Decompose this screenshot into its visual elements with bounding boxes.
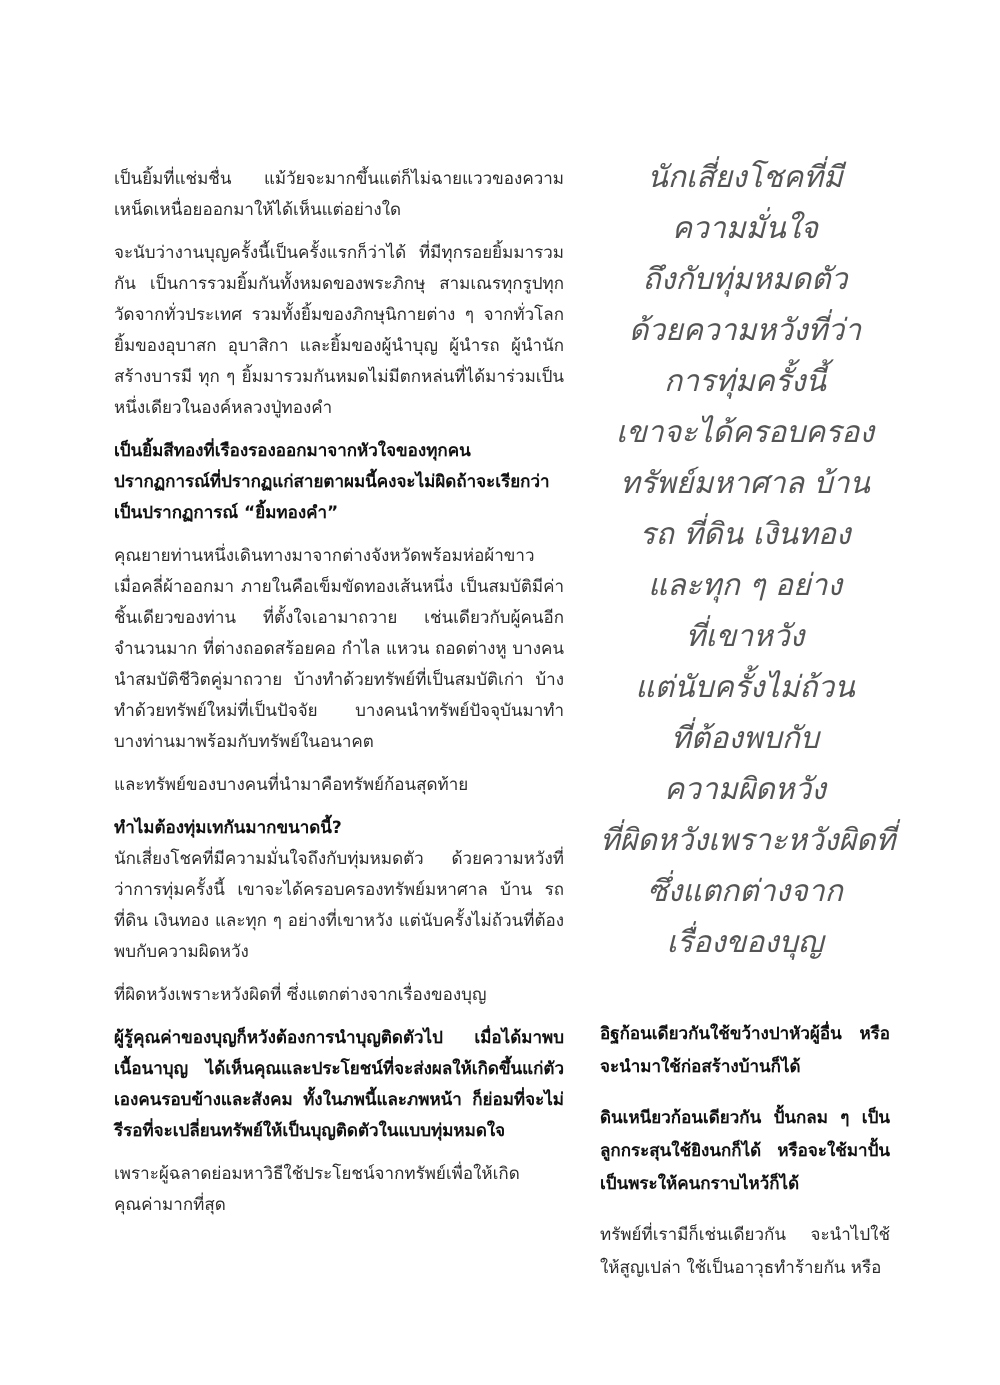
pull-quote-line: ที่เขาหวัง: [685, 619, 805, 654]
body-paragraph: เป็นยิ้มที่แช่มชื่น แม้วัยจะมากขึ้นแต่ก็ไม่ฉายแววของความเหน็ดเหนื่อยออกมาให้ได้เห็นแต่อย่างใด: [114, 169, 564, 220]
pull-quote-line: ที่ต้องพบกับ: [671, 721, 819, 756]
section-heading: ทำไมต้องทุ่มเทกันมากขนาดนี้?: [114, 818, 342, 838]
pull-quote-line: ด้วยความหวังที่ว่า: [628, 313, 862, 348]
pull-quote-line: เรื่องของบุญ: [666, 925, 824, 960]
body-paragraph: ทรัพย์ที่เรามีก็เช่นเดียวกัน จะนำไปใช้ให้สูญเปล่า ใช้เป็นอาวุธทำร้ายกัน หรือ: [600, 1225, 890, 1278]
body-paragraph: เพราะผู้ฉลาดย่อมหาวิธีใช้ประโยชน์จากทรัพย์เพื่อให้เกิดคุณค่ามากที่สุด: [114, 1164, 520, 1215]
pull-quote-line: ทรัพย์มหาศาล บ้าน: [620, 466, 870, 501]
bold-paragraph: ดินเหนียวก้อนเดียวกัน ปั้นกลม ๆ เป็นลูกกระสุนใช้ยิงนกก็ได้ หรือจะใช้มาปั้นเป็นพระให้คนกราบไหว้ก็ได้: [600, 1108, 890, 1194]
bold-paragraph: ผู้รู้คุณค่าของบุญก็หวังต้องการนำบุญติดตัวไป เมื่อได้มาพบเนื้อนาบุญ ได้เห็นคุณและประโยชน์ที่จะส่งผลให้เกิดขึ้นแก่ตัวเองคนรอบข้างและสังคม ทั้งในภพนี้และภพหน้า ก็ย่อมที่จะไม่รีรอที่จะเปลี่ยนทรัพย์ให้เป็นบุญติดตัวในแบบทุ่มหมดใจ: [114, 1028, 564, 1141]
pull-quote-line: และทุก ๆ อย่าง: [647, 568, 843, 603]
pull-quote-line: การทุ่มครั้งนี้: [663, 364, 826, 399]
pull-quote-line: แต่นับครั้งไม่ถ้วน: [635, 670, 855, 705]
pull-quote-line: ซึ่งแตกต่างจาก: [647, 874, 843, 909]
right-column-text: [600, 1018, 890, 1303]
pull-quote-line: รถ ที่ดิน เงินทอง: [639, 517, 851, 552]
body-paragraph: ที่ผิดหวังเพราะหวังผิดที่ ซึ่งแตกต่างจากเรื่องของบุญ: [114, 985, 487, 1005]
body-paragraph: คุณยายท่านหนึ่งเดินทางมาจากต่างจังหวัดพร้อมห่อผ้าขาว เมื่อคลี่ผ้าออกมา ภายในคือเข็มขัดทองเส้นหนึ่ง เป็นสมบัติมีค่าชิ้นเดียวของท่าน ที่ตั้งใจเอามาถวาย เช่นเดียวกับผู้คนอีกจำนวนมาก ที่ต่างถอดสร้อยคอ กำไล แหวน ถอดต่างหู บางคนนำสมบัติชีวิตคู่มาถวาย บ้างทำด้วยทรัพย์ที่เป็นสมบัติเก่า บ้างทำด้วยทรัพย์ใหม่ที่เป็นปัจจัย บางคนนำทรัพย์ปัจจุบันมาทำ บางท่านมาพร้อมกับทรัพย์ในอนาคต: [114, 546, 564, 752]
right-column: [600, 152, 896, 1278]
pull-quote-line: ถึงกับทุ่มหมดตัว: [642, 262, 848, 297]
pull-quote-line: ความผิดหวัง: [664, 772, 826, 807]
bold-paragraph: เป็นยิ้มสีทองที่เรืองรองออกมาจากหัวใจของทุกคน ปรากฏการณ์ที่ปรากฏแก่สายตาผมนี้คงจะไม่ผิดถ้าจะเรียกว่าเป็นปรากฏการณ์ “ยิ้มทองคำ”: [114, 441, 550, 523]
pull-quote-line: นักเสี่ยงโชคที่มี: [647, 160, 843, 195]
bold-paragraph: อิฐก้อนเดียวกันใช้ขว้างปาหัวผู้อื่น หรือจะนำมาใช้ก่อสร้างบ้านก็ได้: [600, 1024, 890, 1077]
left-column: [114, 164, 564, 1233]
pull-quote-line: เขาจะได้ครอบครอง: [616, 415, 874, 450]
pull-quote-line: ที่ผิดหวังเพราะหวังผิดที่: [600, 823, 896, 858]
body-paragraph: จะนับว่างานบุญครั้งนี้เป็นครั้งแรกก็ว่าได้ ที่มีทุกรอยยิ้มมารวมกัน เป็นการรวมยิ้มกันทั้งหมดของพระภิกษุ สามเณรทุกรูปทุกวัดจากทั่วประเทศ รวมทั้งยิ้มของภิกษุนิกายต่าง ๆ จากทั่วโลก ยิ้มของอุบาสก อุบาสิกา และยิ้มของผู้นำบุญ ผู้นำรถ ผู้นำนักสร้างบารมี ทุก ๆ ยิ้มมารวมกันหมดไม่มีตกหล่นที่ได้มาร่วมเป็นหนึ่งเดียวในองค์หลวงปู่ทองคำ: [114, 243, 564, 418]
body-paragraph: และทรัพย์ของบางคนที่นำมาคือทรัพย์ก้อนสุดท้าย: [114, 775, 469, 795]
pull-quote-line: ความมั่นใจ: [671, 211, 819, 246]
body-paragraph: นักเสี่ยงโชคที่มีความมั่นใจถึงกับทุ่มหมดตัว ด้วยความหวังที่ว่าการทุ่มครั้งนี้ เขาจะได้ครอบครองทรัพย์มหาศาล บ้าน รถ ที่ดิน เงินทอง และทุก ๆ อย่างที่เขาหวัง แต่นับครั้งไม่ถ้วนที่ต้องพบกับความผิดหวัง: [114, 849, 564, 962]
pull-quote: [600, 152, 896, 968]
